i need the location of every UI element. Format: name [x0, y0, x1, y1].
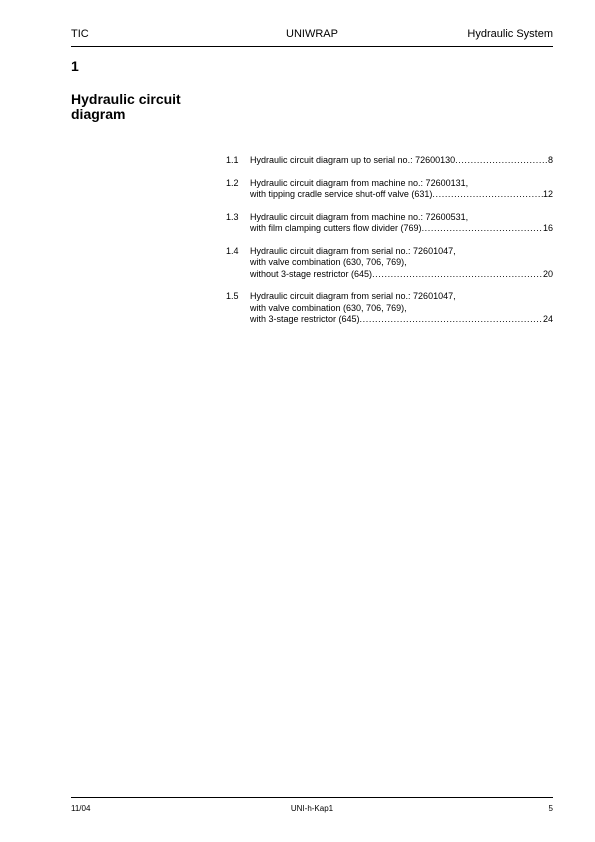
dot-leader [422, 223, 543, 235]
toc-entry-body [250, 178, 553, 201]
toc-entry[interactable] [226, 155, 553, 167]
toc-entry-line: Hydraulic circuit diagram from machine no.: 72600531, [250, 211, 469, 222]
page-header [71, 28, 553, 44]
header-right-text: Hydraulic System [467, 28, 553, 40]
toc-entry-title: without 3-stage restrictor (645) [250, 268, 373, 279]
toc-entry-number: 1.1 [226, 155, 239, 165]
toc-entry-body [250, 291, 553, 326]
toc-entry-page-number: 16 [542, 223, 553, 233]
toc-entry[interactable] [226, 212, 553, 235]
toc-entry-title: Hydraulic circuit diagram up to serial no.: 72600130 [250, 155, 456, 165]
header-center-text: UNIWRAP [286, 28, 338, 40]
toc-entry-number: 1.3 [226, 211, 239, 222]
toc-entry-page-number: 20 [542, 268, 553, 279]
toc-entry-body [250, 246, 553, 281]
dot-leader [432, 189, 543, 201]
header-left-text: TIC [71, 28, 89, 40]
toc-entry-last-line [250, 223, 553, 235]
toc-entry-line: with valve combination (630, 706, 769), [250, 257, 407, 267]
toc-entry-body [250, 212, 553, 235]
toc-entry-number: 1.5 [226, 291, 239, 301]
toc-entry-line: Hydraulic circuit diagram from serial no.: 72601047, [250, 291, 456, 301]
footer-date: 11/04 [71, 804, 91, 813]
toc-entry[interactable] [226, 291, 553, 326]
chapter-title: Hydraulic circuit diagram [71, 91, 181, 122]
toc-entry-page-number: 12 [542, 189, 553, 199]
header-rule [71, 46, 553, 47]
dot-leader [455, 155, 548, 167]
footer-rule [71, 797, 553, 798]
chapter-number: 1 [71, 58, 79, 74]
table-of-contents [226, 155, 553, 337]
toc-entry[interactable] [226, 246, 553, 281]
toc-entry-title: with film clamping cutters flow divider (769) [250, 223, 422, 233]
toc-entry-number: 1.2 [226, 177, 239, 188]
toc-entry-title: with tipping cradle service shut-off valve (631) [250, 189, 433, 199]
toc-entry-line: Hydraulic circuit diagram from serial no.: 72601047, [250, 245, 456, 256]
footer-page-number: 5 [548, 804, 553, 813]
dot-leader [360, 314, 543, 326]
toc-entry-page-number: 24 [542, 314, 553, 324]
toc-entry-body [250, 155, 553, 167]
toc-entry-line: Hydraulic circuit diagram from machine no.: 72600131, [250, 177, 469, 188]
toc-entry-line: with valve combination (630, 706, 769), [250, 302, 407, 313]
toc-entry-page-number: 8 [547, 155, 553, 165]
footer-document-code: UNI-h-Kap1 [290, 804, 334, 813]
toc-entry-last-line [250, 155, 553, 167]
dot-leader [372, 269, 543, 281]
toc-entry-last-line [250, 269, 553, 281]
toc-entry-number: 1.4 [226, 245, 239, 256]
toc-entry-last-line [250, 314, 553, 326]
toc-entry-title: with 3-stage restrictor (645) [250, 314, 360, 324]
toc-entry-last-line [250, 189, 553, 201]
toc-entry[interactable] [226, 178, 553, 201]
